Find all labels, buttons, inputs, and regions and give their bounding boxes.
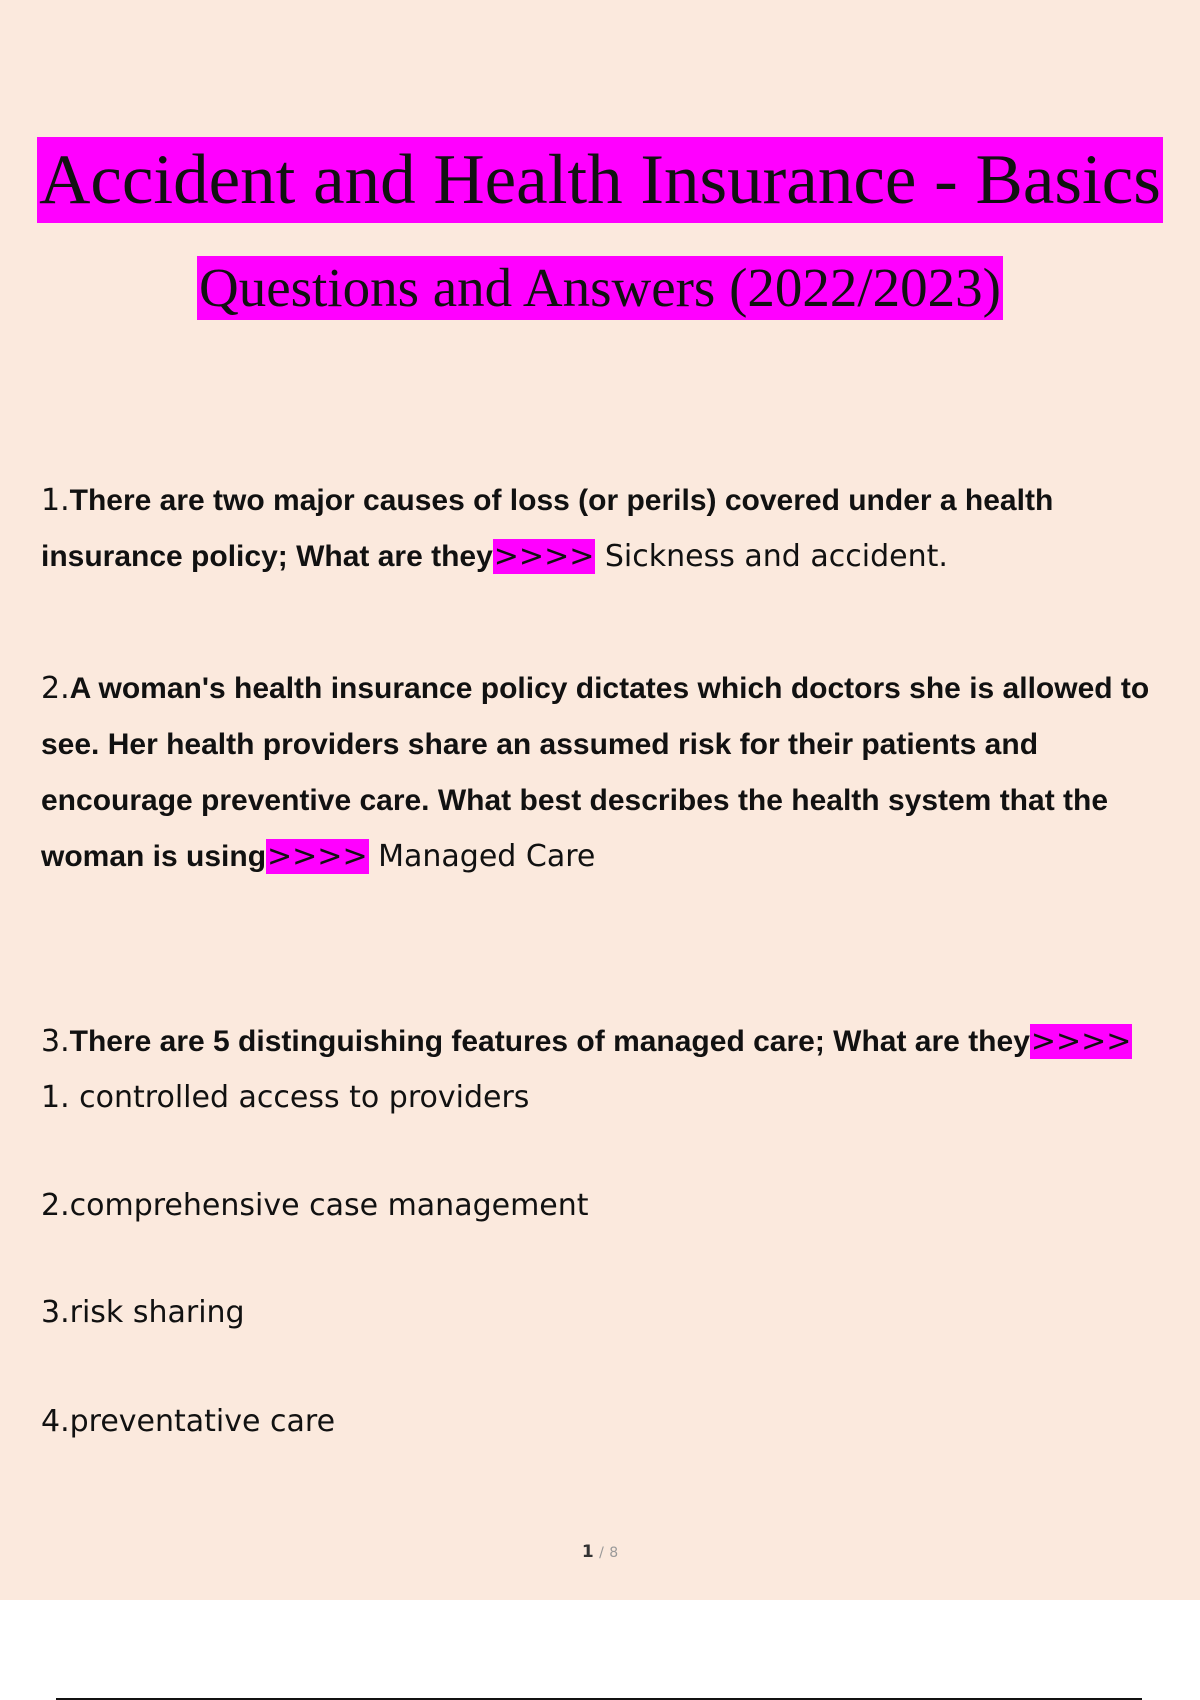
question-number: 2. — [41, 671, 70, 706]
document-subtitle: Questions and Answers (2022/2023) — [198, 257, 1001, 318]
answer-text: 1. controlled access to providers — [41, 1080, 530, 1115]
answer-marker: >>>> — [267, 839, 368, 874]
question-3 — [41, 1014, 1166, 1126]
page-separator: / — [599, 1545, 604, 1561]
list-item-number: 3. — [41, 1295, 70, 1330]
answer-text: Sickness and accident. — [604, 539, 948, 574]
answer-text: Managed Care — [378, 839, 596, 874]
answer-marker: >>>> — [493, 539, 595, 574]
question-text: There are 5 distinguishing features of managed care; What are they — [69, 1025, 1030, 1058]
document-title: Accident and Health Insurance - Basics — [37, 137, 1163, 223]
question-text: A woman's health insurance policy dictates which doctors she is allowed to see. Her health providers share an assumed risk for their patients and encourage preventive care. What best describes the health system that the woman is using — [41, 672, 1150, 873]
list-item — [41, 1402, 335, 1442]
title-container — [0, 137, 1200, 223]
list-item — [41, 1293, 245, 1333]
question-1 — [41, 473, 1166, 585]
page-indicator — [0, 1542, 1200, 1562]
current-page: 1 — [581, 1542, 594, 1562]
list-item-text: preventative care — [69, 1404, 336, 1439]
question-number: 1. — [41, 483, 70, 518]
question-2 — [41, 661, 1166, 885]
list-item-text: risk sharing — [69, 1295, 245, 1330]
list-item-number: 2. — [41, 1188, 70, 1223]
subtitle-container — [0, 256, 1200, 320]
question-text: There are two major causes of loss (or perils) covered under a health insurance policy; What are they — [41, 484, 1054, 573]
list-item — [41, 1186, 589, 1226]
list-item-text: comprehensive case management — [69, 1188, 589, 1223]
answer-marker: >>>> — [1030, 1024, 1132, 1059]
total-pages: 8 — [609, 1545, 619, 1561]
list-item-number: 4. — [41, 1404, 70, 1439]
question-number: 3. — [41, 1024, 70, 1059]
